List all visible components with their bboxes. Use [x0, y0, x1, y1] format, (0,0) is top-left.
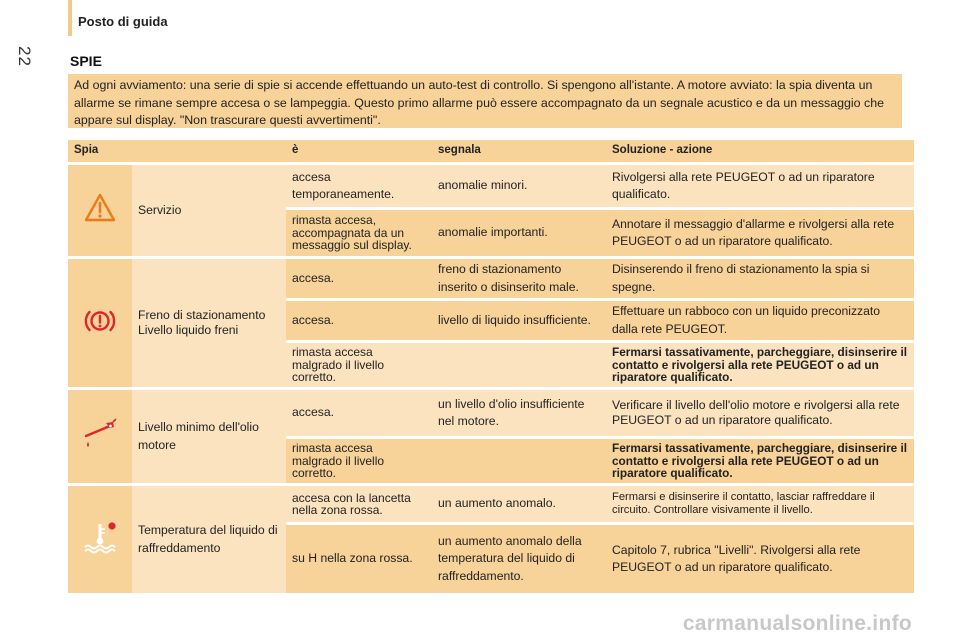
light-name: Freno di stazionamento Livello liquido freni — [132, 259, 286, 387]
icon-cell — [68, 390, 132, 483]
page-header-title: Posto di guida — [78, 14, 168, 29]
row-signal: freno di stazionamento inserito o disinserito male. — [432, 259, 606, 298]
light-name: Servizio — [132, 165, 286, 256]
section-title: SPIE — [70, 53, 102, 69]
row-solution: Fermarsi tassativamente, parcheggiare, disinserire il contatto e rivolgersi alla rete PEUGEOT o ad un riparatore qualificato. — [606, 439, 914, 483]
icon-cell — [68, 165, 132, 256]
light-name: Temperatura del liquido di raffreddamento — [132, 486, 286, 593]
row-solution: Capitolo 7, rubrica "Livelli". Rivolgersi alla rete PEUGEOT o ad un riparatore qualificato. — [606, 525, 914, 593]
watermark: carmanualsonline.info — [682, 612, 912, 635]
row-state: accesa. — [286, 390, 432, 436]
row-signal — [432, 343, 606, 387]
row-solution: Rivolgersi alla rete PEUGEOT o ad un riparatore qualificato. — [606, 165, 914, 207]
row-signal: un aumento anomalo della temperatura del liquido di raffreddamento. — [432, 525, 606, 593]
row-solution: Verificare il livello dell'olio motore e rivolgersi alla rete PEUGEOT o ad un riparatore qualificato. — [606, 390, 914, 436]
row-state: accesa. — [286, 301, 432, 340]
row-state: rimasta accesa malgrado il livello corretto. — [286, 343, 432, 387]
row-solution: Disinserendo il freno di stazionamento la spia si spegne. — [606, 259, 914, 298]
col-header-spia: Spia — [68, 140, 132, 162]
header-accent-bar — [68, 0, 72, 36]
table-row — [68, 259, 914, 298]
table-row — [68, 390, 914, 436]
oil-can-icon — [80, 418, 120, 450]
col-header-signal: segnala — [432, 140, 606, 162]
row-state: accesa con la lancetta nella zona rossa. — [286, 486, 432, 522]
icon-cell — [68, 486, 132, 593]
icon-cell — [68, 259, 132, 387]
warning-lights-table — [68, 137, 914, 596]
row-signal: un aumento anomalo. — [432, 486, 606, 522]
col-header-solution: Soluzione - azione — [606, 140, 914, 162]
row-state: rimasta accesa malgrado il livello corretto. — [286, 439, 432, 483]
brake-warning-icon — [83, 306, 117, 336]
table-row — [68, 165, 914, 207]
row-state: accesa. — [286, 259, 432, 298]
row-state: su H nella zona rossa. — [286, 525, 432, 593]
row-solution: Fermarsi tassativamente, parcheggiare, disinserire il contatto e rivolgersi alla rete PEUGEOT o ad un riparatore qualificato. — [606, 343, 914, 387]
row-state: accesa temporaneamente. — [286, 165, 432, 207]
warning-triangle-icon — [83, 192, 117, 224]
row-state: rimasta accesa, accompagnata da un messaggio sul display. — [286, 210, 432, 256]
row-signal — [432, 439, 606, 483]
row-solution: Annotare il messaggio d'allarme e rivolgersi alla rete PEUGEOT o ad un riparatore qualificato. — [606, 210, 914, 256]
row-signal: anomalie importanti. — [432, 210, 606, 256]
col-header-state: è — [286, 140, 432, 162]
coolant-temperature-icon — [79, 520, 121, 554]
intro-box: Ad ogni avviamento: una serie di spie si accende effettuando un auto-test di controllo. Si spengono all'istante. A motore avviato: la spia diventa un allarme se rimane sempre accesa o se lampeggia. Questo primo allarme può essere accompagnato da un segnale acustico e da un messaggio che appare sul display. "Non trascurare questi avvertimenti". — [68, 74, 902, 128]
col-header-name — [132, 140, 286, 162]
light-name: Livello minimo dell'olio motore — [132, 390, 286, 483]
row-solution: Fermarsi e disinserire il contatto, lasciar raffreddare il circuito. Controllare visivamente il livello. — [606, 486, 914, 522]
row-signal: un livello d'olio insufficiente nel motore. — [432, 390, 606, 436]
table-header-row — [68, 140, 914, 162]
page-number: 22 — [15, 46, 34, 67]
row-solution: Effettuare un rabboco con un liquido preconizzato dalla rete PEUGEOT. — [606, 301, 914, 340]
row-signal: anomalie minori. — [432, 165, 606, 207]
table-row — [68, 486, 914, 522]
row-signal: livello di liquido insufficiente. — [432, 301, 606, 340]
